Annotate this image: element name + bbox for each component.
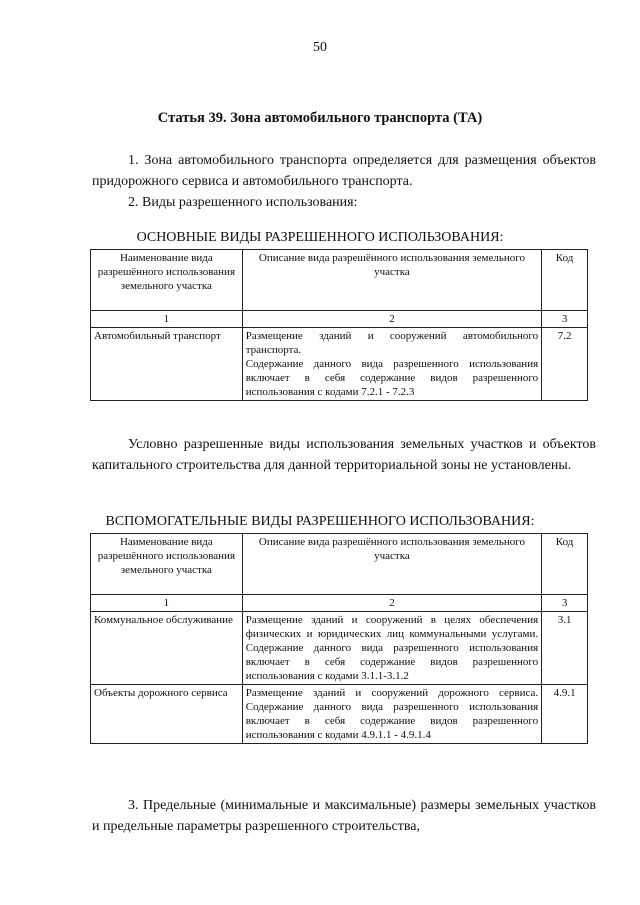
paragraph-usage-types: 2. Виды разрешенного использования: (128, 195, 358, 210)
article-title: Статья 39. Зона автомобильного транспорта (ТА) (157, 110, 483, 126)
table-row (91, 612, 588, 685)
table-number-row (91, 595, 588, 612)
use-code-cell: 3.1 (542, 612, 588, 685)
use-name-cell: Коммунальное обслуживание (91, 612, 243, 685)
header-cell-description: Описание вида разрешённого использования земельного участка (242, 534, 541, 595)
use-code-cell: 4.9.1 (542, 685, 588, 744)
header-cell-name: Наименование вида разрешённого использования земельного участка (91, 250, 243, 311)
use-name-cell: Объекты дорожного сервиса (91, 685, 243, 744)
main-uses-table (90, 249, 588, 401)
table-header-row (91, 534, 588, 595)
use-name-cell: Автомобильный транспорт (91, 328, 243, 401)
use-description-line: Содержание данного вида разрешенного использования включает в себя содержание видов разрешенного использования с кодами 7.2.1 - 7.2.3 (245, 358, 539, 398)
column-number: 1 (91, 311, 243, 328)
header-cell-code: Код (542, 534, 588, 595)
auxiliary-uses-table (90, 533, 588, 744)
table-number-row (91, 311, 588, 328)
use-description-cell: Размещение зданий и сооружений в целях обеспечения физических и юридических лиц коммунальными услугами. Содержание данного вида разрешенного использования включает в себя содержание видов разрешенного использования с кодами 3.1.1-3.1.2 (242, 612, 541, 685)
header-cell-code: Код (542, 250, 588, 311)
column-number: 3 (542, 595, 588, 612)
paragraph-size-limits: 3. Предельные (минимальные и максимальные) размеры земельных участков и предельные параметры разрешенного строительства, (92, 798, 596, 834)
table-heading-auxiliary-uses: ВСПОМОГАТЕЛЬНЫЕ ВИДЫ РАЗРЕШЕННОГО ИСПОЛЬЗОВАНИЯ: (105, 514, 535, 529)
use-description-cell (242, 328, 541, 401)
column-number: 2 (242, 595, 541, 612)
table-header-row (91, 250, 588, 311)
page-number: 50 (313, 40, 327, 55)
table-heading-main-uses: ОСНОВНЫЕ ВИДЫ РАЗРЕШЕННОГО ИСПОЛЬЗОВАНИЯ: (136, 230, 504, 245)
column-number: 3 (542, 311, 588, 328)
header-cell-description: Описание вида разрешённого использования земельного участка (242, 250, 541, 311)
paragraph-zone-definition: 1. Зона автомобильного транспорта определяется для размещения объектов придорожного сервиса и автомобильного транспорта. (92, 153, 596, 189)
use-description-cell: Размещение зданий и сооружений дорожного сервиса. Содержание данного вида разрешенного использования включает в себя содержание видов разрешенного использования с кодами 4.9.1.1 - 4.9.1.4 (242, 685, 541, 744)
use-code-cell: 7.2 (542, 328, 588, 401)
column-number: 1 (91, 595, 243, 612)
table-row (91, 685, 588, 744)
paragraph-conditional-uses: Условно разрешенные виды использования земельных участков и объектов капитального строительства для данной территориальной зоны не установлены. (92, 437, 596, 473)
table-row (91, 328, 588, 401)
column-number: 2 (242, 311, 541, 328)
header-cell-name: Наименование вида разрешённого использования земельного участка (91, 534, 243, 595)
use-description-line: Размещение зданий и сооружений автомобильного транспорта. (245, 330, 539, 356)
